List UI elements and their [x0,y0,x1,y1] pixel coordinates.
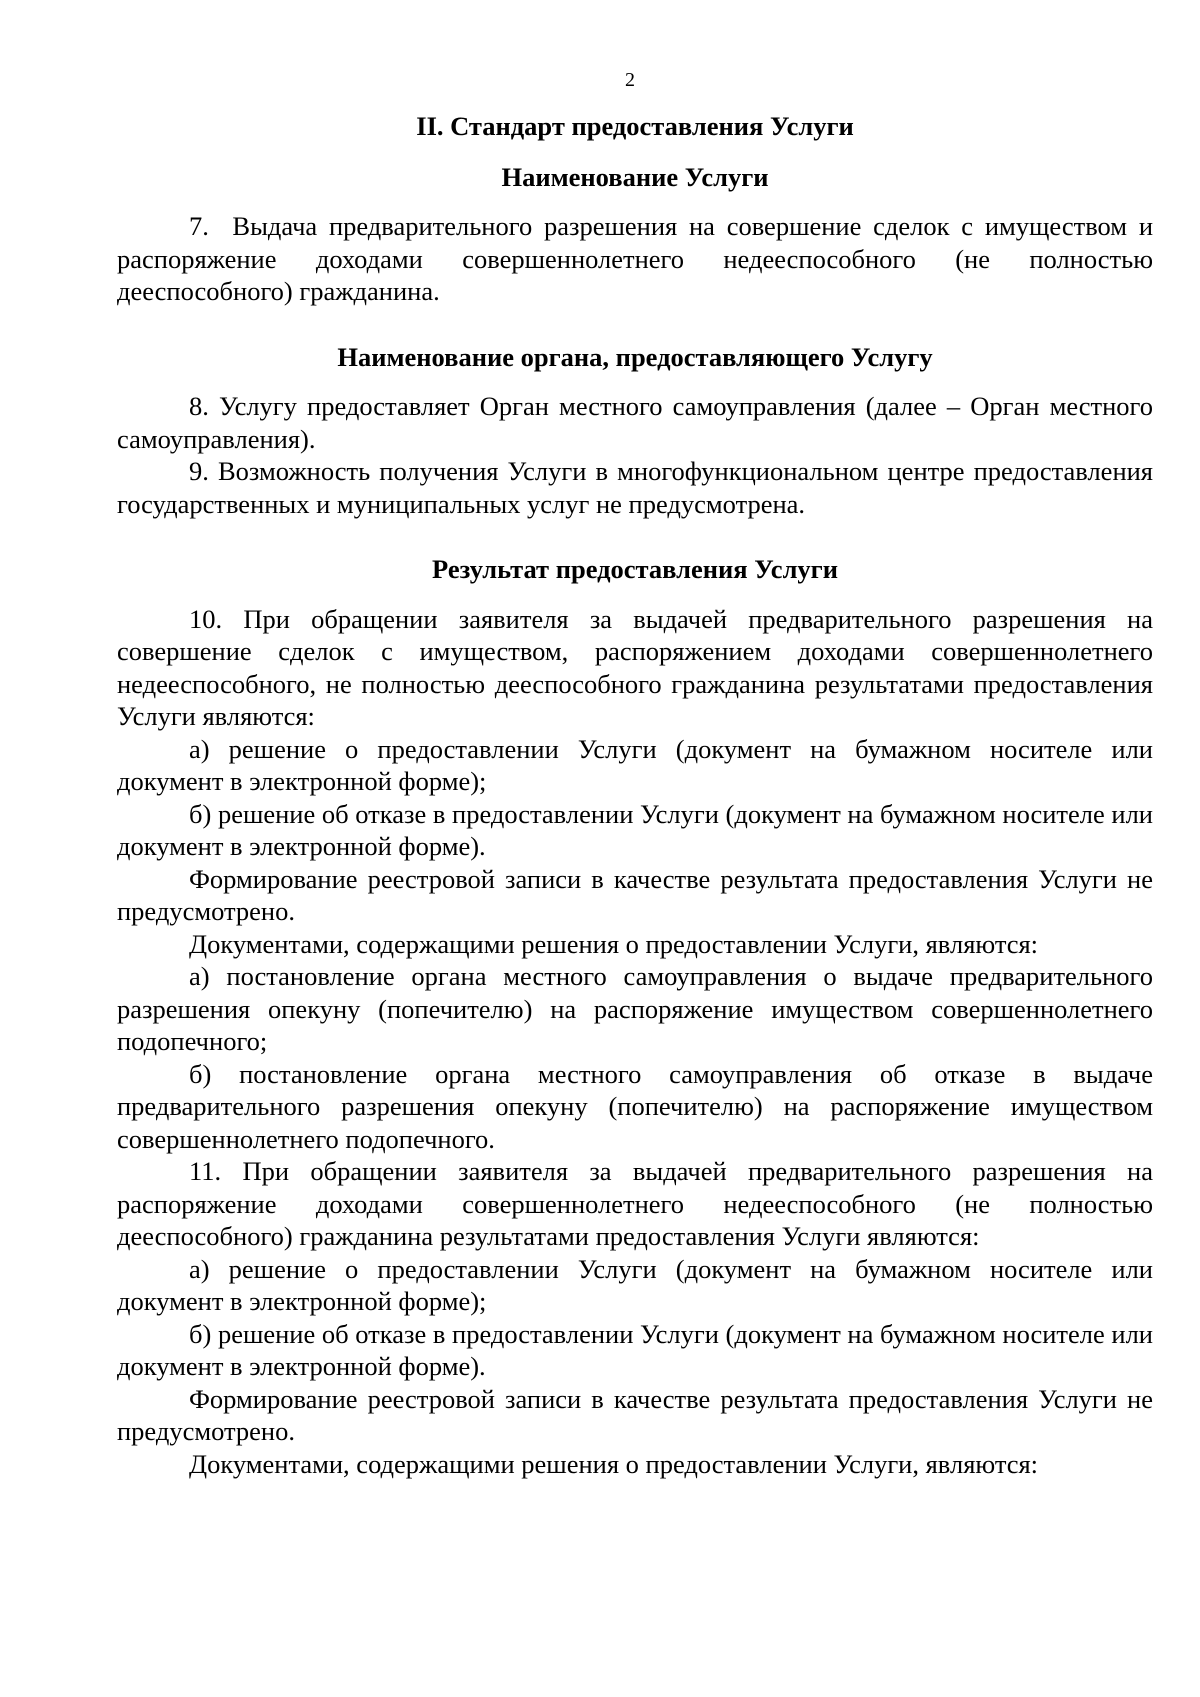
section-title: II. Стандарт предоставления Услуги [416,111,854,141]
paragraph-10: 10. При обращении заявителя за выдачей предварительного разрешения на совершение сделок с имуществом, распоряжением доходами совершеннолетнего недееспособного, не полностью дееспособного гражданина результатами предоставления Услуги являются: [117,603,1153,731]
paragraph-10-registry: Формирование реестровой записи в качестве результата предоставления Услуги не предусмотрено. [117,863,1153,926]
paragraph-9: 9. Возможность получения Услуги в многофункциональном центре предоставления государственных и муниципальных услуг не предусмотрена. [117,456,1153,519]
subsection-title-organ: Наименование органа, предоставляющего Услугу [337,341,933,372]
paragraph-11-registry: Формирование реестровой записи в качестве результата предоставления Услуги не предусмотрено. [117,1383,1153,1446]
paragraph-8: 8. Услугу предоставляет Орган местного самоуправления (далее – Орган местного самоуправления). [117,391,1153,454]
paragraph-10-documents-item-a: а) постановление органа местного самоуправления о выдаче предварительного разрешения опекуну (попечителю) на распоряжение имуществом совершеннолетнего подопечного; [117,961,1153,1056]
paragraph-11-item-b: б) решение об отказе в предоставлении Услуги (документ на бумажном носителе или документ в электронной форме). [117,1318,1153,1381]
subsection-title-service-name: Наименование Услуги [501,161,769,192]
paragraph-11: 11. При обращении заявителя за выдачей предварительного разрешения на распоряжение доходами совершеннолетнего недееспособного (не полностью дееспособного) гражданина результатами предоставления Услуги являются: [117,1156,1153,1251]
paragraph-10-item-a: а) решение о предоставлении Услуги (документ на бумажном носителе или документ в электронной форме); [117,733,1153,796]
page-number: 2 [625,69,635,91]
paragraph-11-documents: Документами, содержащими решения о предоставлении Услуги, являются: [189,1448,1039,1479]
document-body [117,110,1153,1480]
paragraph-7: 7. Выдача предварительного разрешения на совершение сделок с имуществом и распоряжение доходами совершеннолетнего недееспособного (не полностью дееспособного) гражданина. [117,211,1153,306]
paragraph-10-documents-item-b: б) постановление органа местного самоуправления об отказе в выдаче предварительного разрешения опекуну (попечителю) на распоряжение имуществом совершеннолетнего подопечного. [117,1058,1153,1154]
subsection-title-result: Результат предоставления Услуги [432,554,838,584]
paragraph-10-documents: Документами, содержащими решения о предоставлении Услуги, являются: [189,928,1039,959]
paragraph-10-item-b: б) решение об отказе в предоставлении Услуги (документ на бумажном носителе или документ в электронной форме). [117,798,1153,861]
paragraph-11-item-a: а) решение о предоставлении Услуги (документ на бумажном носителе или документ в электронной форме); [117,1253,1153,1316]
